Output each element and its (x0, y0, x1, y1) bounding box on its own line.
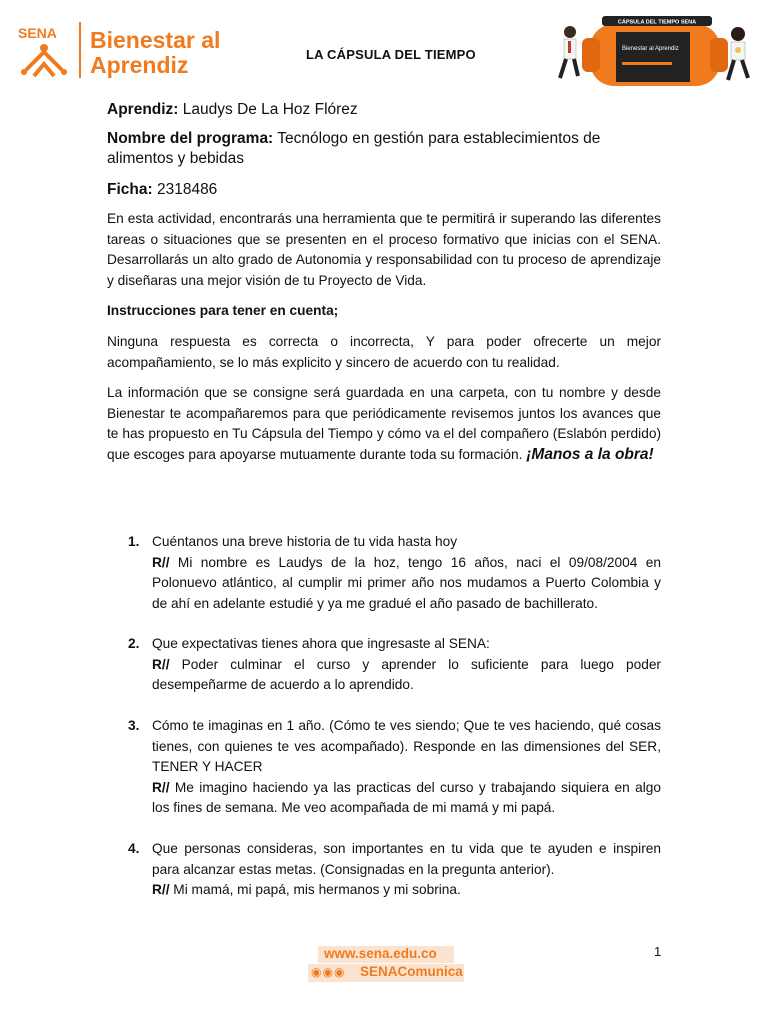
question-item (128, 839, 661, 901)
aprendiz-value: Laudys De La Hoz Flórez (178, 101, 358, 118)
question-text: Cómo te imaginas en 1 año. (Cómo te ves siendo; Que te ves haciendo, qué cosas tienes, con quienes te ves acompañado). Responde en las dimensiones del SER, TENER Y HACER (152, 718, 661, 775)
question-item (128, 532, 661, 614)
ficha-value: 2318486 (152, 181, 218, 198)
ficha-label: Ficha: (107, 181, 153, 198)
intro-paragraph: En esta actividad, encontrarás una herramienta que te permitirá ir superando las diferentes tareas o situaciones que se presenten en el proceso formativo que inicias con el SENA. Desarrollarás un alto grado de Autonomia y responsabilidad con tu proceso de aprendizaje y diseñaras una mejor visión de tu Proyecto de Vida. (107, 211, 661, 288)
answer-tag: R// (152, 779, 170, 795)
time-capsule-illustration (552, 12, 752, 92)
programa-value: Tecnólogo en gestión para establecimientos de alimentos y bebidas (107, 130, 601, 167)
instructions-paragraph: Ninguna respuesta es correcta o incorrecta, Y para poder ofrecerte un mejor acompañamiento, se lo más explicito y sincero de acuerdo con tu realidad. (107, 334, 661, 370)
question-item (128, 716, 661, 819)
ficha-field (107, 180, 667, 200)
question-number: 2. (128, 636, 140, 651)
answer-text (152, 655, 661, 696)
document-title: LA CÁPSULA DEL TIEMPO (306, 47, 476, 62)
answer-body: Mi mamá, mi papá, mis hermanos y mi sobrina. (169, 882, 461, 898)
brand-title-line1: Bienestar al (90, 27, 221, 53)
footer-social (308, 964, 464, 982)
question-item (128, 634, 661, 696)
question-number: 1. (128, 534, 140, 549)
instructions-heading: Instrucciones para tener en cuenta; (107, 303, 339, 318)
call-to-action: ¡Manos a la obra! (526, 445, 654, 463)
facebook-icon: ◉ (322, 965, 334, 979)
sena-logo-icon (16, 24, 72, 78)
programa-label: Nombre del programa: (107, 130, 274, 147)
instagram-icon: ◉ (333, 965, 346, 979)
website-link[interactable]: www.sena.edu.co (324, 946, 437, 961)
folder-info-paragraph (107, 383, 661, 465)
page-number: 1 (654, 944, 662, 959)
social-handle: SENAComunica (360, 964, 463, 979)
brand-title-line2: Aprendiz (90, 52, 189, 78)
answer-tag: R// (152, 882, 170, 898)
aprendiz-field (107, 100, 667, 120)
logo-text: SENA (18, 25, 57, 41)
answer-text (152, 778, 661, 819)
aprendiz-label: Aprendiz: (107, 101, 179, 118)
footer-website[interactable] (318, 946, 454, 963)
answer-text (152, 553, 661, 615)
twitter-icon: ◉ (311, 965, 323, 979)
answer-body: Mi nombre es Laudys de la hoz, tengo 16 años, naci el 09/08/2004 en Polonuevo atlántico, al cumplir mi primer año nos mudamos a Puerto Colombia y de ahí en adelante estudié y ya me gradué el año pasado de bachillerato. (152, 554, 661, 611)
question-text: Que personas consideras, son importantes en tu vida que te ayuden e inspiren para alcanzar estas metas. (Consignadas en la pregunta anterior). (152, 841, 661, 877)
logo-divider (79, 22, 81, 78)
question-text: Cuéntanos una breve historia de tu vida hasta hoy (152, 534, 458, 549)
question-number: 3. (128, 718, 140, 733)
question-number: 4. (128, 841, 140, 856)
answer-tag: R// (152, 554, 170, 570)
answer-text (152, 880, 661, 901)
question-text: Que expectativas tienes ahora que ingresaste al SENA: (152, 636, 490, 651)
capsule-banner-text: CÁPSULA DEL TIEMPO SENA (617, 19, 697, 26)
capsule-screen-text: Bienestar al Aprendiz (622, 46, 679, 52)
programa-field (107, 129, 667, 169)
answer-body: Me imagino haciendo ya las practicas del curso y trabajando siquiera en algo los fines de semana. Me veo acompañada de mi mamá y mi papá. (152, 779, 661, 816)
folder-info-text: La información que se consigne será guardada en una carpeta, con tu nombre y desde Bienestar te acompañaremos para que periódicamente revisemos juntos los avances que te has propuesto en Tu Cápsula del Tiempo y cómo va el del compañero (Eslabón perdido) que escoges para apoyarse mutuamente durante toda su formación. (107, 385, 661, 462)
answer-tag: R// (152, 656, 170, 672)
answer-body: Poder culminar el curso y aprender lo suficiente para luego poder desempeñarme de acuerdo a lo aprendido. (152, 656, 661, 693)
